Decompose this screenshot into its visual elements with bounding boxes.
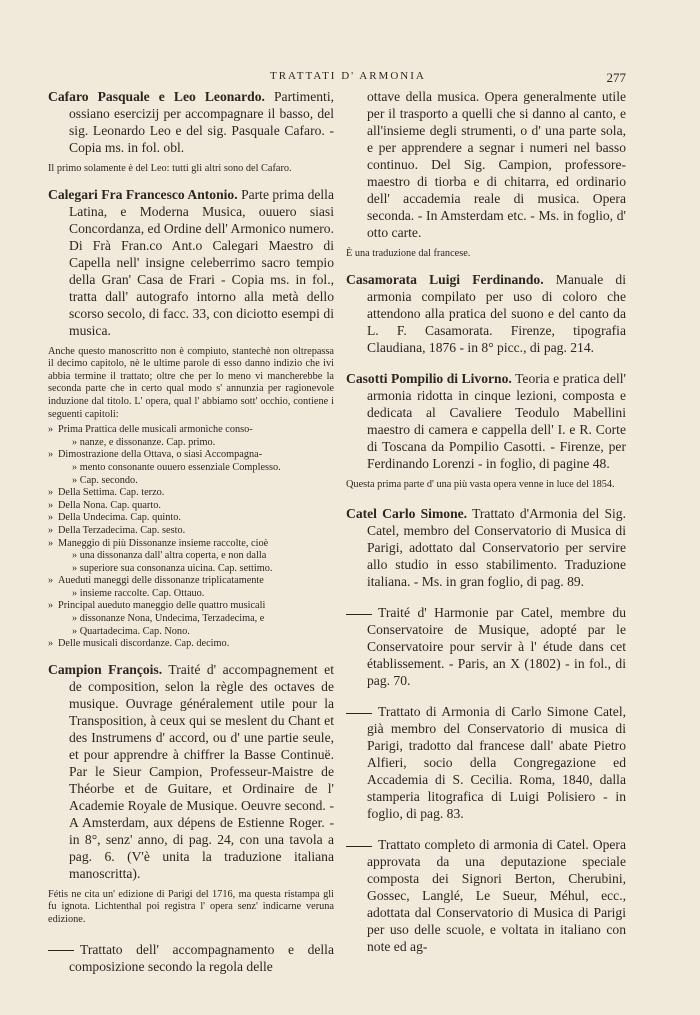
chapter-line: Maneggio di più Dissonanze insieme raccolte, cioè xyxy=(58,537,269,549)
chapter-line: Della Settima. Cap. terzo. xyxy=(58,487,165,499)
running-title: TRATTATI D' ARMONIA xyxy=(270,70,426,82)
entry-text: Traité d' accompagnement et de composition, selon la règle des octaves de musique. Ouvrage généralement utile pour la Transposition, à ceux qui se meslent du Chant et des Instrumens d' accord, ou d' une partie seule, et pour apprendre à chiffrer la Basse Continuë. Par le Sieur Campion, Professeur-Maistre de Théorbe et de Guitare, et Ordinaire de l' Academie Royale de Musique. Oeuvre second. - A Amsterdam, aux dépens de Estienne Roger. - in 8°, senz' anno, di pag. 24, con una tavola a pag. 6. (V'è unita la traduzione italiana manoscritta). xyxy=(69,661,334,881)
chapter-line: Della Nona. Cap. quarto. xyxy=(58,499,161,511)
entry-text: Traité d' Harmonie par Catel, membre du Conservatoire de Musique, adopté par le Conservatoire pour servir à l' étude dans cet établissement. - Paris, an X (1802) - in fol., di pag. 70. xyxy=(367,605,626,689)
dash-mark xyxy=(346,614,372,615)
entry-catel xyxy=(346,505,626,590)
entry-campion xyxy=(48,661,334,882)
chapter-item xyxy=(48,525,334,538)
chapter-line: Dimostrazione della Ottava, o siasi Accompagna- xyxy=(58,449,263,461)
entry-note: Fétis ne cita un' edizione di Parigi del 1716, ma questa ristampa gli fu ignota. Lichtenthal poi registra l' opera senz' indicarne veruna edizione. xyxy=(48,888,334,926)
entry-note: Il primo solamente è del Leo: tutti gli altri sono del Cafaro. xyxy=(48,163,292,174)
entry-note: Anche questo manoscritto non è compiuto, stantechè non oltrepassa il decimo capitolo, nè le ultime parole di esso danno indizio che ivi abbia termine il trattato; oltre che per lo meno vi mancherebbe la seconda parte che in certo qual modo s' annunzia per ragionevole induzione dal titolo. L' opera, qual l' abbiamo sott' occhio, contiene i seguenti capitoli: xyxy=(48,345,334,420)
entry-note: Questa prima parte d' una più vasta opera venne in luce del 1854. xyxy=(346,478,615,490)
dash-mark xyxy=(346,713,372,714)
chapter-line: Delle musicali discordanze. Cap. decimo. xyxy=(58,638,230,650)
entry-catel-alfieri xyxy=(346,703,626,822)
entry-text: Trattato di Armonia di Carlo Simone Catel, già membro del Conservatorio di musica di Parigi, tradotto dal francese dall' abate Pietro Alfieri, socio della Congregazione ed Accademia di S. Cecilia. Roma, 1840, dalla stamperia litografica di Luigi Polisiero - in foglio, di pag. 83. xyxy=(367,704,626,822)
chapter-line-cont: » Quartadecima. Cap. Nono. xyxy=(72,625,190,637)
chapter-line-cont: » una dissonanza dall' altra coperta, e non dalla xyxy=(72,550,267,562)
chapter-line: Prima Prattica delle musicali armoniche conso- xyxy=(58,424,253,436)
dash-mark xyxy=(346,846,372,847)
chapter-item xyxy=(48,538,334,576)
chapter-line-cont: » Cap. secondo. xyxy=(72,474,138,486)
entry-text: Teoria e pratica dell' armonia ridotta in cinque lezioni, composta e dedicata al Cavaliere Teodulo Mabellini maestro di camera e cappella dell' I. e R. Corte di Toscana da Pompilio Casotti. - Firenze, per Ferdinando Lorenzi - in foglio, di pagine 48. xyxy=(367,370,626,471)
entry-calegari xyxy=(48,186,334,339)
entry-text: Trattato dell' accompagnamento e della composizione secondo la regola delle xyxy=(69,941,334,974)
entry-text: Partimenti, ossiano esercizij per accompagnare il basso, del sig. Leonardo Leo e del sig. Pasquale Cafaro. - Copia ms. in fol. obl. xyxy=(69,89,334,155)
chapter-line-cont: » insieme raccolte. Cap. Ottauo. xyxy=(72,587,205,599)
entry-catel-completo xyxy=(346,836,626,955)
entry-text: Trattato d'Armonia del Sig. Catel, membro del Conservatorio di Musica di Parigi, adottato dal Conservatorio per servire allo studio in esso stabilimento. Traduzione italiana. - Ms. in gran foglio, di pag. 89. xyxy=(367,506,626,590)
entry-campion-continued xyxy=(346,88,626,241)
chapter-line-cont: » dissonanze Nona, Undecima, Terzadecima, e xyxy=(72,613,265,625)
chapter-line-cont: » nanze, e dissonanze. Cap. primo. xyxy=(72,436,216,448)
chapter-line: Della Undecima. Cap. quinto. xyxy=(58,512,181,524)
entry-heading: Cafaro Pasquale e Leo Leonardo. xyxy=(48,89,265,104)
chapter-item xyxy=(48,487,334,500)
entry-heading: Casotti Pompilio di Livorno. xyxy=(346,370,512,386)
chapter-item xyxy=(48,600,334,638)
chapter-item xyxy=(48,449,334,487)
entry-heading: Catel Carlo Simone. xyxy=(346,506,468,522)
chapter-line-cont: » superiore sua consonanza uicina. Cap. settimo. xyxy=(72,562,273,574)
entry-heading: Casamorata Luigi Ferdinando. xyxy=(346,271,544,287)
page-number: 277 xyxy=(606,70,626,85)
entry-casamorata xyxy=(346,271,626,356)
chapter-item xyxy=(48,424,334,449)
chapter-list xyxy=(48,424,334,651)
chapter-item xyxy=(48,512,334,525)
entry-catel-french xyxy=(346,604,626,689)
right-column xyxy=(346,88,626,962)
chapter-line: Principal aueduto maneggio delle quattro musicali xyxy=(58,600,266,612)
entry-cafaro xyxy=(48,88,334,156)
entry-text: ottave della musica. Opera generalmente utile per il trasporto a quelli che si danno al canto, e all'insieme degli strumenti, o d' una parte sola, e per apprendere a segnar i numeri nel basso continuo. Del Sig. Campion, professore-maestro di tiorba e di chitarra, ed ordinario dell' accademia reale di musica. Opera seconda. - In Amsterdam etc. - Ms. in foglio, d' otto carte. xyxy=(367,89,626,240)
entry-casotti xyxy=(346,370,626,472)
entry-text: Manuale di armonia compilato per uso di coloro che attendono alla pratica del suono e del canto da L. F. Casamorata. Firenze, tipografia Claudiana, 1876 - in 8° picc., di pag. 214. xyxy=(367,271,626,355)
entry-text: Parte prima della Latina, e Moderna Musica, ouuero siasi Concordanza, ed Ordine dell' Armonico numero. Di Frà Fran.co Ant.o Calegari Maestro di Capella nell' insigne celeberrimo sacro tempio della Gran' Casa de Frari - Copia ms. in fol., tratta dall' autografo intorno alla metà dello scorso secolo, di facc. 33, con diciotto esempi di musica. xyxy=(69,186,334,338)
chapter-line-cont: » mento consonante ouuero essenziale Complesso. xyxy=(72,461,281,473)
chapter-item xyxy=(48,500,334,513)
chapter-line: Aueduti maneggi delle dissonanze triplicatamente xyxy=(58,575,264,587)
chapter-item xyxy=(48,638,334,651)
entry-campion-translation xyxy=(48,941,334,975)
chapter-line: Della Terzadecima. Cap. sesto. xyxy=(58,524,186,536)
entry-text: Trattato completo di armonia di Catel. Opera approvata da una deputazione speciale composta dei Signori Berton, Cherubini, Gossec, Langlé, Le Sueur, Méhul, ecc., adottata dal Conservatorio di Musica di Parigi per uso delle scuole, e voltata in italiano con note ed ag- xyxy=(367,837,626,955)
dash-mark xyxy=(48,950,74,951)
entry-heading: Calegari Fra Francesco Antonio. xyxy=(48,186,238,202)
chapter-item xyxy=(48,575,334,600)
entry-heading: Campion François. xyxy=(48,661,163,677)
entry-note: È una traduzione dal francese. xyxy=(346,248,471,259)
page-header xyxy=(0,70,700,88)
left-column xyxy=(48,88,334,982)
